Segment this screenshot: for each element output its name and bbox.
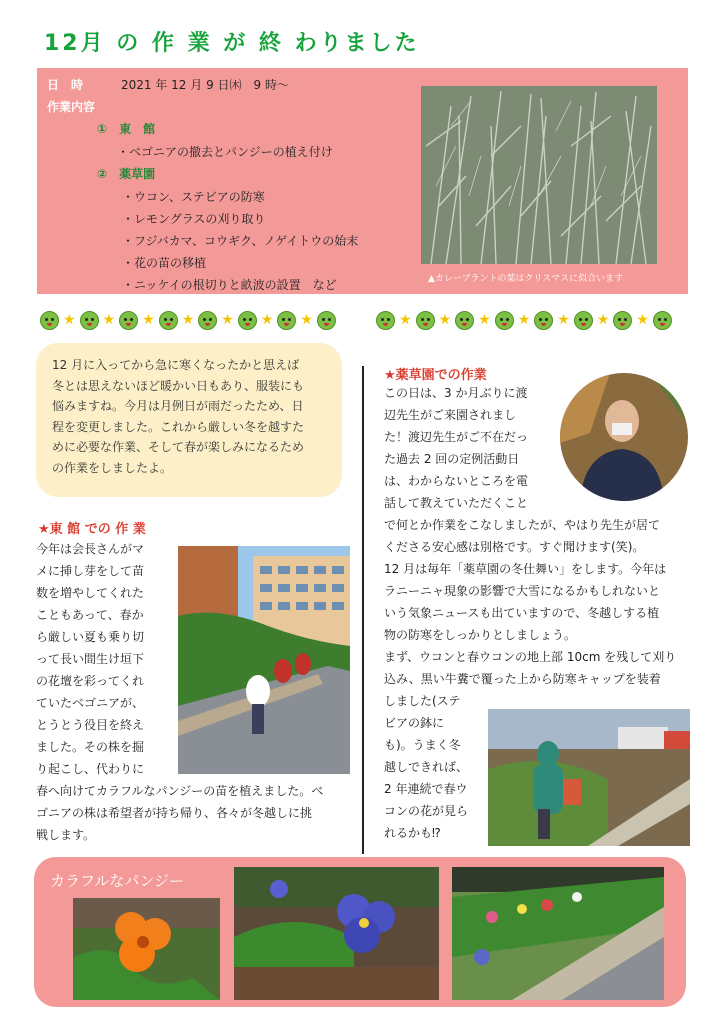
intro-line: めに必要な作業、そして春が楽しみになるため [52,440,305,454]
text-line: 物の防寒をしっかりとしましょう。 [384,628,577,642]
bud-icon [653,311,672,330]
intro-line: 12 月に入ってから急に寒くなったかと思えば [52,358,300,372]
intro-box [36,343,342,497]
text-line: り起こし、代わりに [36,762,145,776]
text-line: 辺先生がご来園されまし [384,408,517,422]
star-icon: ★ [260,312,274,328]
bud-icon [198,311,217,330]
star-icon: ★ [596,312,610,328]
task-item: ・フジバカマ、コウギク、ノゲイトウの始末 [122,234,359,248]
bud-icon [376,311,395,330]
herb-section-title: ★薬草園での作業 [384,368,487,383]
bud-icon [574,311,593,330]
text-line: とうとう役目を終え [36,718,145,732]
herb-work-photo [488,709,690,846]
intro-line: の作業をしましたよ。 [52,460,173,475]
text-line: こともあって、春か [36,608,144,622]
text-line: は、わからないところを電 [384,474,529,488]
text-line: しました(ステ [384,694,461,708]
text-line: まず、ウコンと春ウコンの地上部 10cm を残して刈り [384,650,677,664]
decoration-row-left [40,309,336,331]
bud-icon [40,311,59,330]
intro-line: 程を変更しました。これから厳しい冬を越すた [52,419,305,434]
text-line: ました。その株を掘 [36,740,145,754]
star-icon: ★ [399,312,412,328]
teacher-photo [560,373,688,501]
text-line: 越しできれば、 [384,760,469,774]
bud-icon [238,311,257,330]
star-icon: ★ [478,312,491,328]
pansy-photo-blue [234,867,439,1000]
text-line: メに挿し芽をして苗 [36,564,145,578]
text-line: で何とか作業をこなしましたが、やはり先生が居て [384,518,661,532]
section-herb-head: ② 薬草園 [97,167,156,181]
star-icon: ★ [557,312,570,328]
text-line: れるかも⁉ [384,826,441,840]
star-icon: ★ [438,312,452,328]
bud-icon [277,311,296,330]
task-item: ・ウコン、ステビアの防寒 [122,190,265,204]
text-line: ていたベゴニアが、 [36,696,145,710]
text-line: 今年は会長さんがマ [36,542,145,556]
star-icon: ★ [63,312,76,328]
work-label: 作業内容 [47,100,96,114]
herb-text-c [384,690,484,844]
star-icon: ★ [102,312,116,328]
text-line: ゴニアの株は希望者が持ち帰り、各々が冬越しに挑 [36,806,313,820]
column-divider [362,366,364,854]
text-line: コンの花が見ら [384,804,469,818]
task-item: ・ベゴニアの撤去とパンジーの植え付け [117,145,333,159]
text-line: も)。うまく冬 [384,738,461,752]
intro-line: 悩みますね。今月は月例日が雨だったため、日 [52,399,304,413]
bud-icon [534,311,553,330]
east-text-wide [36,780,356,846]
page-title: 12月 の 作 業 が 終 わりました [44,31,420,56]
text-line: この日は、3 か月ぶりに渡 [384,386,528,400]
task-item: ・花の苗の移植 [122,256,207,270]
task-item: ・ニッケイの根切りと畝波の設置 など [122,278,337,292]
text-line: 数を増やしてくれた [36,586,145,600]
star-icon: ★ [142,312,155,328]
task-item: ・レモングラスの刈り取り [122,212,266,226]
star-icon: ★ [517,312,531,328]
pansy-photo-orange [73,898,220,1000]
star-icon: ★ [300,312,313,328]
text-line: ビアの鉢に [384,716,445,730]
bud-icon [119,311,138,330]
decoration-row-right [376,309,672,331]
photo-caption: ▲カレープラントの葉はクリスマスに似合います [428,274,624,284]
bud-icon [455,311,474,330]
date-label: 日 時 [47,78,84,92]
date-value: 2021 年 12 月 9 日㈭ 9 時～ [121,78,289,92]
text-line: 2 年連続で春ウ [384,782,468,796]
intro-line: 冬とは思えないほど暖かい日もあり、服装にも [52,378,305,393]
east-building-photo [178,546,350,774]
herb-text-a [384,382,564,514]
text-line: 話して教えていただくこと [384,496,529,510]
east-text-narrow [36,538,176,780]
bud-icon [317,311,336,330]
text-line: 戦します。 [36,828,96,842]
text-line: た過去 2 回の定例活動日 [384,452,520,466]
text-line: ら厳しい夏も乗り切 [36,630,145,644]
bud-icon [80,311,99,330]
text-line: た！渡辺先生がご不在だっ [384,430,529,444]
bud-icon [416,311,435,330]
curry-plant-photo [421,86,657,264]
section-east-head: ① 東 館 [97,122,156,136]
star-icon: ★ [221,312,234,328]
text-line: 春へ向けてカラフルなパンジーの苗を植えました。ベ [36,784,324,798]
text-line: の花壇を彩ってくれ [36,674,145,688]
pansy-photo-bed [452,867,664,1000]
text-line: 12 月は毎年「薬草園の冬仕舞い」をします。今年は [384,562,667,576]
text-line: ラニーニャ現象の影響で大雪になるかもしれないと [384,584,661,598]
east-section-title: ★東 館 での 作 業 [38,522,146,537]
bud-icon [495,311,514,330]
star-icon: ★ [181,312,195,328]
herb-text-b [384,514,694,690]
text-line: くださる安心感は別格です。すぐ聞けます(笑)。 [384,540,645,554]
pansy-title: カラフルなパンジー [50,872,185,890]
text-line: 込み、黒い牛糞で覆った上から防寒キャップを装着 [384,672,661,686]
bud-icon [159,311,178,330]
text-line: いう気象ニュースも出ていますので、冬越しする植 [384,606,660,620]
text-line: って長い間生け垣下 [36,652,145,666]
bud-icon [613,311,632,330]
star-icon: ★ [636,312,649,328]
